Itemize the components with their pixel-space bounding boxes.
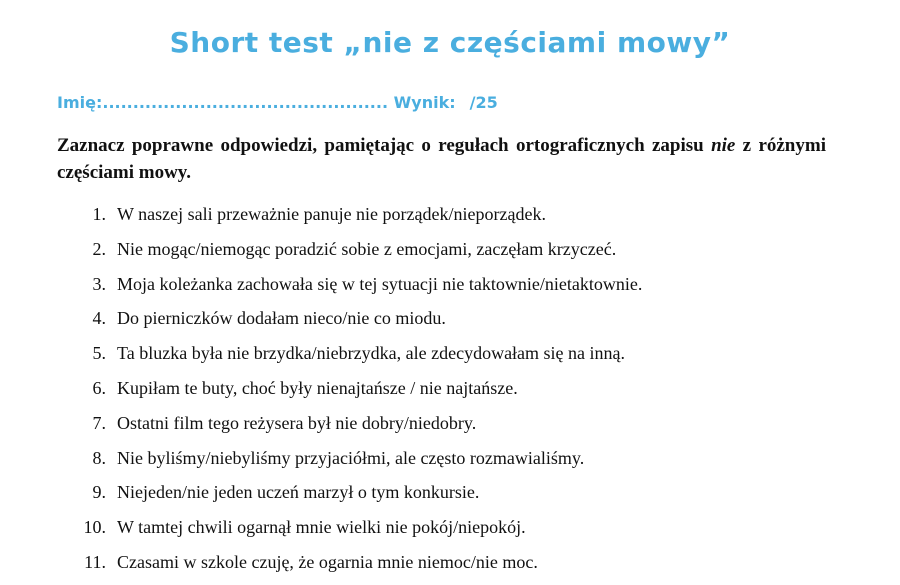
question-number: 6. [92,377,106,398]
question-number: 2. [92,238,106,259]
question-number: 5. [92,343,106,364]
question-text[interactable]: Niejeden/nie jeden uczeń marzył o tym konkursie. [117,482,480,503]
instruction-text: Zaznacz poprawne odpowiedzi, pamiętając o regułach ortograficznych zapisu [57,135,712,156]
question-number: 3. [92,273,106,294]
question-text[interactable]: W naszej sali przeważnie panuje nie porządek/nieporządek. [117,204,546,224]
score-label: Wynik: [393,93,456,112]
page-title: Short test „nie z częściami mowy” [169,26,731,59]
question-number: 9. [92,482,106,503]
question-text[interactable]: Ostatni film tego reżysera był nie dobry/niedobry. [117,412,477,433]
score-max: /25 [469,93,498,112]
name-field[interactable]: ............................................... [102,93,389,112]
name-label: Imię: [57,93,103,112]
question-text[interactable]: Do pierniczków dodałam nieco/nie co miodu. [117,308,446,329]
question-text[interactable]: W tamtej chwili ogarnął mnie wielki nie pokój/niepokój. [117,517,526,538]
question-number: 11. [84,551,106,572]
instruction [57,132,826,186]
question-text[interactable]: Czasami w szkole czuję, że ogarnia mnie niemoc/nie moc. [117,551,538,572]
instruction-text-end: z różnymi częściami mowy. [57,135,826,183]
question-number: 1. [92,204,106,224]
question-text[interactable]: Ta bluzka była nie brzydka/niebrzydka, ale zdecydowałam się na inną. [117,343,626,364]
name-score-line [57,93,498,112]
instruction-emphasis: nie [711,135,736,156]
question-text[interactable]: Kupiłam te buty, choć były nienajtańsze / nie najtańsze. [117,377,518,398]
question-number: 8. [92,447,106,468]
question-text[interactable]: Moja koleżanka zachowała się w tej sytuacji nie taktownie/nietaktownie. [117,273,643,294]
question-text[interactable]: Nie mogąc/niemogąc poradzić sobie z emocjami, zaczęłam krzyczeć. [117,238,617,259]
question-number: 7. [92,412,106,433]
question-number: 10. [83,517,106,538]
question-number: 4. [92,308,106,329]
question-text[interactable]: Nie byliśmy/niebyliśmy przyjaciółmi, ale często rozmawialiśmy. [117,447,585,468]
